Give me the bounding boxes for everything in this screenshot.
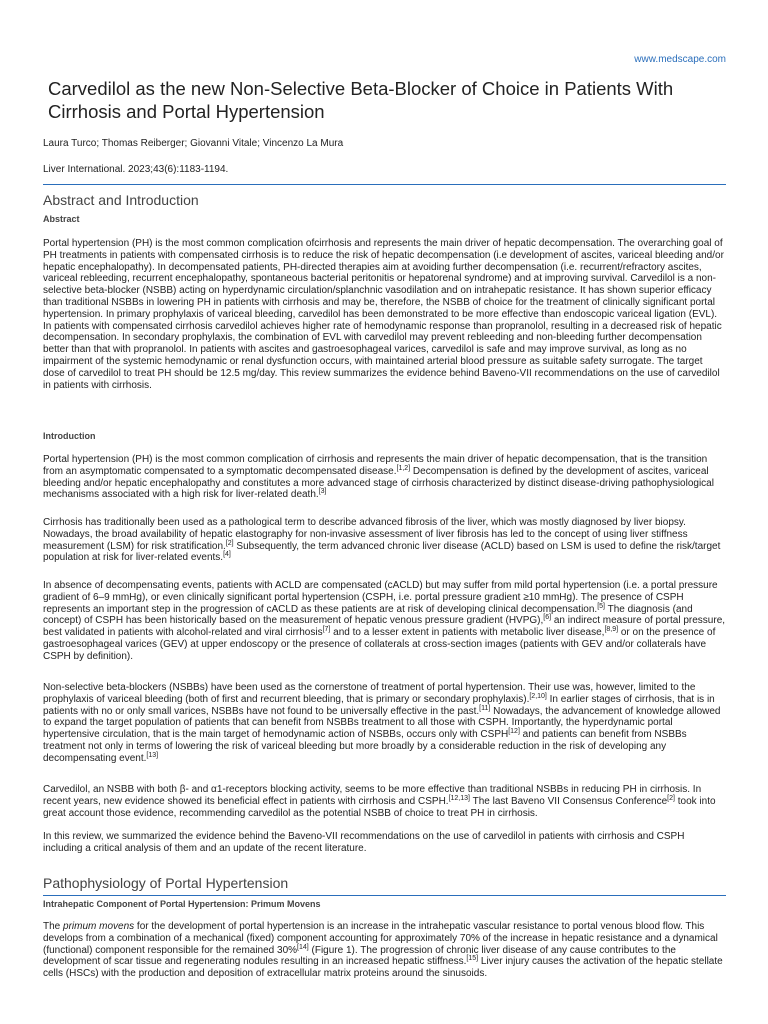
reference-link[interactable]: [5] [597,602,605,610]
subheading-introduction: Introduction [43,431,96,441]
reference-link[interactable]: [15] [466,955,479,963]
subheading-abstract: Abstract [43,214,80,224]
section-heading-abstract-intro: Abstract and Introduction [43,192,199,208]
reference-link[interactable]: [12] [508,728,520,736]
medscape-site-link[interactable]: www.medscape.com [634,54,726,65]
reference-link[interactable]: [13] [146,751,159,759]
intro-paragraph-6: In this review, we summarized the evidence behind the Baveno-VII recommendations on the use of carvedilol in patients with cirrhosis and CSPH including a critical analysis of them and an update of the recent literature. [43,831,685,854]
reference-link[interactable]: [11] [479,704,491,712]
intro-paragraph-3: In absence of decompensating events, patients with ACLD are compensated (cACLD) but may suffer from mild portal hypertension (i.e. a portal pressure gradient of 6–9 mmHg), or even clinically significant portal hypertension (CSPH, i.e. portal pressure gradient ≥10 mmHg). The presence of CSPH represents an important step in the progression of cACLD as these patients are at risk of developing clinical decompensation.[5] The diagnosis (and concept) of CSPH has been historically based on the measurement of hepatic venous pressure gradient (HVPG),[6] an indirect measure of portal pressure, best validated in patients with alcohol-related and viral cirrhosis[7] and to a lesser extent in patients with metabolic liver disease,[8,9] or on the presence of gastroesophageal varices (GEV) at upper endoscopy or the presence of collaterals at cross-section images (patients with GEV and/or collaterals have CSPH by definition). [43,580,726,662]
reference-link[interactable]: [14] [297,943,309,951]
article-authors: Laura Turco; Thomas Reiberger; Giovanni Vitale; Vincenzo La Mura [43,138,344,149]
section-heading-pathophysiology: Pathophysiology of Portal Hypertension [43,875,289,891]
reference-link[interactable]: [1,2] [396,464,411,472]
reference-link[interactable]: [8,9] [604,626,619,634]
section-divider [43,895,726,896]
reference-link[interactable]: [7] [322,626,331,634]
reference-link[interactable]: [6] [543,614,552,622]
reference-link[interactable]: [2,10] [529,692,547,700]
section-divider [43,184,726,185]
reference-link[interactable]: [2] [225,539,234,547]
reference-link[interactable]: [3] [318,488,327,496]
reference-link[interactable]: [4] [223,551,231,559]
reference-link[interactable]: [2] [667,794,675,802]
subheading-intrahepatic-component: Intrahepatic Component of Portal Hypertension: Primum Movens [43,899,321,909]
intro-paragraph-4: Non-selective beta-blockers (NSBBs) have been used as the cornerstone of treatment of portal hypertension. Their use was, however, limited to the prophylaxis of variceal bleeding (both of first and recurrent bleeding, that is primary or secondary prophylaxis).[2,10] In earlier stages of cirrhosis, that is in patients with no or only small varices, NSBBs have not found to be universally effective in the past.[11] Nowadays, the advancement of knowledge allowed to expand the target population of patients that can benefit from NSBBs treatment to all those with CSPH. Importantly, the hyperdynamic portal hypertensive circulation, that is the main target of hemodynamic action of NSBBs, occurs only with CSPH[12] and patients can benefit from NSBBs treatment not only in terms of lowering the risk of variceal bleeding but more broadly by a considerable reduction in the risk of developing any decompensating event.[13] [43,682,721,764]
article-citation: Liver International. 2023;43(6):1183-1194. [43,164,229,175]
pathophysiology-paragraph-1: The primum movens for the development of portal hypertension is an increase in the intrahepatic vascular resistance to portal venous blood flow. This develops from a combination of a mechanical (fixed) component accounting for approximately 70% of the increase in hepatic resistance and a dynamical (functional) component responsible for the remained 30%[14] (Figure 1). The progression of chronic liver disease of any cause contributes to the development of scar tissue and regenerating nodules resulting in an increased hepatic stiffness.[15] Liver injury causes the activation of the hepatic stellate cells (HSCs) with the production and deposition of extracellular matrix proteins around the sinusoids. [43,921,723,980]
reference-link[interactable]: [12,13] [448,794,470,802]
intro-paragraph-1: Portal hypertension (PH) is the most common complication of cirrhosis and represents the main driver of hepatic decompensation, that is the transition from an asymptomatic compensated to a symptomatic decompensated disease.[1,2] Decompensation is defined by the development of ascites, variceal bleeding and/or hepatic encephalopathy and constitutes a more advanced stage of cirrhosis characterized by distinct disease-driving pathophysiological mechanisms associated with a high risk for liver-related death.[3] [43,454,714,501]
abstract-paragraph: Portal hypertension (PH) is the most common complication ofcirrhosis and represents the main driver of hepatic decompensation. The overarching goal of PH treatments in patients with compensated cirrhosis is to reduce the risk of hepatic decompensation (i.e development of ascites, variceal bleeding and/or hepatic encephalopathy). In decompensated patients, PH-directed therapies aim at avoiding further decompensation (i.e. recurrent/refractory ascites, variceal rebleeding, recurrent encephalopathy, spontaneous bacterial peritonitis or hepatorenal syndrome) and at improving survival. Carvedilol is a non-selective beta-blocker (NSBB) acting on hyperdynamic circulation/splanchnic vasodilation and on intrahepatic resistance. It has shown superior efficacy than traditional NSBBs in lowering PH in patients with cirrhosis and may be, therefore, the NSBB of choice for the treatment of clinically significant portal hypertension. In primary prophylaxis of variceal bleeding, carvedilol has been demonstrated to be more effective than endoscopic variceal ligation (EVL). In patients with compensated cirrhosis carvedilol achieves higher rate of hemodynamic response than propranolol, resulting in a decreased risk of hepatic decompensation. In secondary prophylaxis, the combination of EVL with carvedilol may prevent rebleeding and non-bleeding further decompensation better than that with propranolol. In patients with ascites and gastroesophageal varices, carvedilol is safe and may improve survival, as long as no impairment of the systemic hemodynamic or renal dysfunction occurs, with maintained arterial blood pressure as suitable safety surrogate. The target dose of carvedilol to treat PH should be 12.5 mg/day. This review summarizes the evidence behind Baveno-VII recommendations on the use of carvedilol in patients with cirrhosis. [43,238,724,391]
intro-paragraph-2: Cirrhosis has traditionally been used as a pathological term to describe advanced fibrosis of the liver, which was mostly diagnosed by liver biopsy. Nowadays, the broad availability of hepatic elastography for non-invasive assessment of liver fibrosis has led to the concept of using liver stiffness measurement (LSM) for risk stratification.[2] Subsequently, the term advanced chronic liver disease (ACLD) based on LSM is used to define the risk/target population at risk for liver-related events.[4] [43,517,721,564]
article-title: Carvedilol as the new Non-Selective Beta-Blocker of Choice in Patients With Cirrhosis and Portal Hypertension [48,78,674,122]
intro-paragraph-5: Carvedilol, an NSBB with both β- and α1-receptors blocking activity, seems to be more effective than traditional NSBBs in reducing PH in cirrhosis. In recent years, new evidence showed its beneficial effect in patients with cirrhosis and CSPH.[12,13] The last Baveno VII Consensus Conference[2] took into great account those evidence, recommending carvedilol as the potential NSBB of choice to treat PH in cirrhosis. [43,784,716,819]
